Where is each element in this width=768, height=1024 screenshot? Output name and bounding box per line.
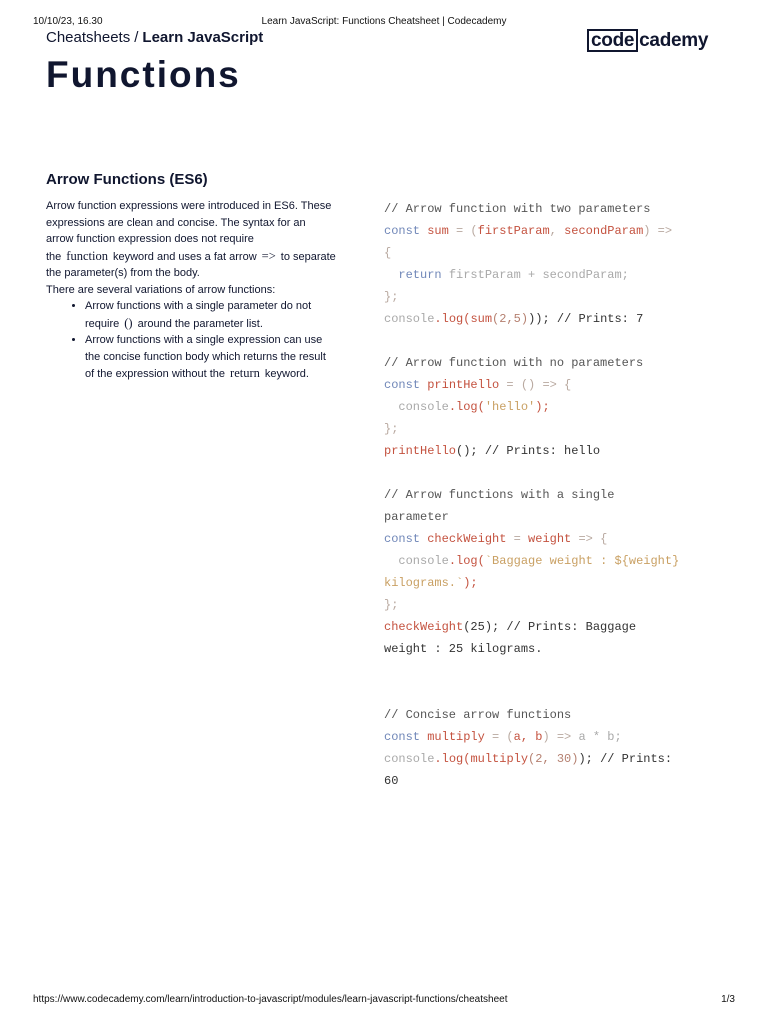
code-tail: )); // Prints: 7 (528, 312, 644, 326)
description-paragraph (46, 198, 336, 282)
code-console: console (384, 752, 435, 766)
code-log: .log( (434, 312, 471, 326)
code-example (384, 198, 724, 792)
code-console: console (398, 400, 449, 414)
variations-list (46, 298, 336, 383)
list-item (85, 332, 336, 383)
code-param: a, b (513, 730, 543, 744)
code-expression: a * b; (571, 730, 622, 744)
code-keyword: const (384, 224, 421, 238)
print-page-number: 1/3 (721, 994, 735, 1005)
desc-text: Arrow function expressions were introduced in ES6. These expressions are clean and concise. The syntax for an arrow function expression does not require the (46, 200, 332, 263)
code-comment: // Arrow function with no parameters (384, 356, 644, 370)
bullet-text: Arrow functions with a single expression can use the concise function body which returns the result of the expression without the (85, 334, 326, 380)
print-date: 10/10/23, 16.30 (33, 16, 103, 27)
desc-text: to separate the parameter(s) from the body. (46, 250, 336, 279)
code-punct: , (549, 224, 565, 238)
code-punct: = ( (448, 224, 478, 238)
code-punct: = ( (484, 730, 514, 744)
code-comment: // Arrow function with two parameters (384, 202, 651, 216)
code-punct: { (384, 246, 392, 260)
breadcrumb (46, 29, 263, 46)
code-console: console (384, 312, 435, 326)
code-log: .log( (448, 554, 485, 568)
inline-code-return: return (230, 366, 260, 380)
code-string: kilograms.` (384, 576, 464, 590)
code-tail: ); // Prints: (578, 752, 673, 766)
code-punct: => { (571, 532, 608, 546)
logo-rest-text: cademy (639, 29, 709, 51)
code-punct: ) => (542, 730, 572, 744)
bullet-text: Arrow functions with a single parameter do not require (85, 300, 312, 330)
code-tail: (); // Prints: hello (456, 444, 601, 458)
code-tail: weight : 25 kilograms. (384, 642, 543, 656)
code-comment: parameter (384, 510, 449, 524)
code-keyword: const (384, 730, 421, 744)
page-title: Functions (46, 54, 241, 95)
print-url: https://www.codecademy.com/learn/introduction-to-javascript/modules/learn-javascript-functions/cheatsheet (33, 994, 508, 1005)
code-punct: }; (384, 598, 399, 612)
list-item (85, 298, 336, 332)
description-intro-variations: There are several variations of arrow functions: (46, 283, 276, 296)
code-param: secondParam (564, 224, 644, 238)
breadcrumb-root-link[interactable]: Cheatsheets (46, 29, 131, 46)
code-keyword: const (384, 532, 421, 546)
code-function-name: checkWeight (427, 532, 507, 546)
section-title: Arrow Functions (ES6) (46, 171, 208, 188)
logo-boxed-text: code (587, 29, 638, 52)
code-args: (2,5) (492, 312, 529, 326)
inline-code-arrow: => (261, 248, 276, 263)
code-punct: ) => (643, 224, 673, 238)
breadcrumb-current-link[interactable]: Learn JavaScript (142, 29, 264, 46)
code-punct: = (506, 532, 529, 546)
bullet-text: around the parameter list. (137, 317, 263, 330)
code-call: sum (470, 312, 493, 326)
code-string: 'hello' (484, 400, 536, 414)
code-keyword: return (398, 268, 442, 282)
code-function-name: sum (427, 224, 449, 238)
code-param: weight (528, 532, 572, 546)
code-punct: }; (384, 290, 399, 304)
code-punct: ); (463, 576, 478, 590)
code-punct: ); (535, 400, 550, 414)
code-call: printHello (384, 444, 457, 458)
desc-text: keyword and uses a fat arrow (112, 250, 257, 263)
code-string: `Baggage weight : ${weight} (484, 554, 680, 568)
code-call: multiply (470, 752, 529, 766)
code-comment: // Concise arrow functions (384, 708, 572, 722)
inline-code-parens: () (124, 315, 133, 330)
code-args: (2, 30) (528, 752, 579, 766)
code-keyword: const (384, 378, 421, 392)
codecademy-logo[interactable] (587, 29, 708, 52)
code-function-name: multiply (427, 730, 485, 744)
bullet-text: keyword. (264, 368, 309, 380)
code-expression: firstParam + secondParam; (441, 268, 629, 282)
inline-code-function: function (66, 248, 108, 263)
code-log: .log( (448, 400, 485, 414)
code-tail: 60 (384, 774, 399, 788)
code-function-name: printHello (427, 378, 500, 392)
code-punct: = () => { (499, 378, 572, 392)
code-comment: // Arrow functions with a single (384, 488, 615, 502)
breadcrumb-separator: / (134, 29, 139, 46)
code-call: checkWeight (384, 620, 464, 634)
code-param: firstParam (477, 224, 550, 238)
code-punct: }; (384, 422, 399, 436)
code-log: .log( (434, 752, 471, 766)
code-tail: (25); // Prints: Baggage (463, 620, 637, 634)
code-console: console (398, 554, 449, 568)
print-title: Learn JavaScript: Functions Cheatsheet | Codecademy (261, 16, 507, 27)
section-description (46, 198, 336, 383)
